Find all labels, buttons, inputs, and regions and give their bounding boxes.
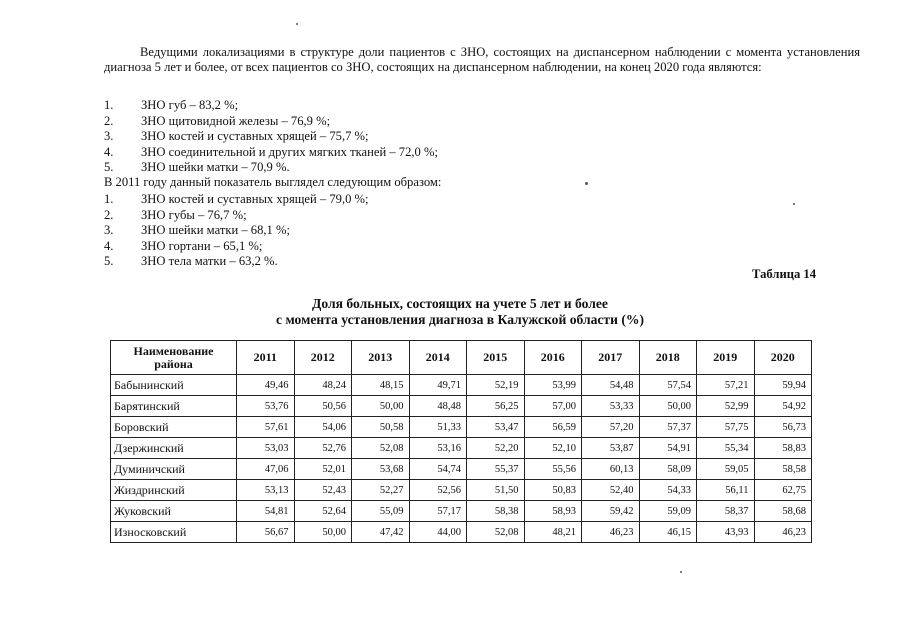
- value-cell: 43,93: [697, 522, 755, 543]
- value-cell: 53,87: [582, 438, 640, 459]
- list-number: 4.: [104, 238, 114, 253]
- year-column-header: 2011: [237, 341, 295, 375]
- value-cell: 58,58: [754, 459, 812, 480]
- list-text: ЗНО костей и суставных хрящей – 79,0 %;: [141, 192, 369, 206]
- list-text: ЗНО тела матки – 63,2 %.: [141, 254, 278, 268]
- value-cell: 53,76: [237, 396, 295, 417]
- value-cell: 52,99: [697, 396, 755, 417]
- district-name-cell: Дзержинский: [111, 438, 237, 459]
- value-cell: 55,56: [524, 459, 582, 480]
- value-cell: 53,03: [237, 438, 295, 459]
- comparison-intro: В 2011 году данный показатель выглядел следующим образом:: [104, 175, 442, 189]
- value-cell: 46,23: [754, 522, 812, 543]
- value-cell: 57,37: [639, 417, 697, 438]
- value-cell: 58,83: [754, 438, 812, 459]
- list-number: 1.: [104, 192, 114, 206]
- district-name-cell: Жиздринский: [111, 480, 237, 501]
- value-cell: 54,06: [294, 417, 352, 438]
- table-row: [111, 522, 812, 543]
- value-cell: 59,09: [639, 501, 697, 522]
- value-cell: 59,94: [754, 375, 812, 396]
- value-cell: 54,48: [582, 375, 640, 396]
- value-cell: 56,59: [524, 417, 582, 438]
- list-item: [104, 114, 438, 130]
- value-cell: 57,17: [409, 501, 467, 522]
- value-cell: 57,75: [697, 417, 755, 438]
- value-cell: 51,50: [467, 480, 525, 501]
- value-cell: 49,46: [237, 375, 295, 396]
- list-item: [104, 254, 369, 270]
- list-number: 5.: [104, 254, 114, 268]
- year-column-header: 2013: [352, 341, 410, 375]
- value-cell: 50,00: [352, 396, 410, 417]
- table-row: [111, 417, 812, 438]
- value-cell: 55,09: [352, 501, 410, 522]
- value-cell: 58,37: [697, 501, 755, 522]
- value-cell: 50,58: [352, 417, 410, 438]
- list-number: 1.: [104, 98, 114, 112]
- list-item: [104, 160, 438, 176]
- value-cell: 48,24: [294, 375, 352, 396]
- value-cell: 50,00: [294, 522, 352, 543]
- list-item: [104, 223, 369, 239]
- list-number: 5.: [104, 160, 114, 174]
- value-cell: 50,56: [294, 396, 352, 417]
- table-row: [111, 375, 812, 396]
- district-name-cell: Думиничский: [111, 459, 237, 480]
- scan-speck: [296, 23, 298, 25]
- year-column-header: 2019: [697, 341, 755, 375]
- value-cell: 53,16: [409, 438, 467, 459]
- value-cell: 52,01: [294, 459, 352, 480]
- value-cell: 58,68: [754, 501, 812, 522]
- list-text: ЗНО шейки матки – 68,1 %;: [141, 223, 290, 237]
- district-column-header: Наименование района: [111, 341, 237, 375]
- district-share-table: [110, 340, 812, 543]
- value-cell: 48,15: [352, 375, 410, 396]
- value-cell: 58,93: [524, 501, 582, 522]
- district-name-cell: Износковский: [111, 522, 237, 543]
- value-cell: 52,56: [409, 480, 467, 501]
- value-cell: 46,15: [639, 522, 697, 543]
- list-number: 4.: [104, 144, 114, 159]
- value-cell: 52,43: [294, 480, 352, 501]
- table-title-line-2: с момента установления диагноза в Калужской области (%): [276, 311, 644, 327]
- value-cell: 54,81: [237, 501, 295, 522]
- value-cell: 49,71: [409, 375, 467, 396]
- value-cell: 44,00: [409, 522, 467, 543]
- list-text: ЗНО губ – 83,2 %;: [141, 98, 239, 112]
- value-cell: 48,48: [409, 396, 467, 417]
- value-cell: 60,13: [582, 459, 640, 480]
- table-row: [111, 438, 812, 459]
- list-item: [104, 129, 438, 145]
- scan-speck: [585, 182, 588, 185]
- value-cell: 48,21: [524, 522, 582, 543]
- value-cell: 55,37: [467, 459, 525, 480]
- year-column-header: 2020: [754, 341, 812, 375]
- value-cell: 53,47: [467, 417, 525, 438]
- list-item: [104, 192, 369, 208]
- value-cell: 52,20: [467, 438, 525, 459]
- value-cell: 52,19: [467, 375, 525, 396]
- value-cell: 55,34: [697, 438, 755, 459]
- list-text: ЗНО щитовидной железы – 76,9 %;: [141, 113, 331, 128]
- district-name-cell: Боровский: [111, 417, 237, 438]
- value-cell: 54,33: [639, 480, 697, 501]
- list-number: 2.: [104, 207, 114, 222]
- list-2020: [104, 98, 438, 176]
- value-cell: 56,25: [467, 396, 525, 417]
- table-row: [111, 459, 812, 480]
- value-cell: 56,67: [237, 522, 295, 543]
- value-cell: 54,91: [639, 438, 697, 459]
- value-cell: 59,05: [697, 459, 755, 480]
- list-item: [104, 208, 369, 224]
- list-item: [104, 98, 438, 114]
- value-cell: 50,83: [524, 480, 582, 501]
- value-cell: 56,73: [754, 417, 812, 438]
- value-cell: 54,92: [754, 396, 812, 417]
- table-row: [111, 480, 812, 501]
- value-cell: 52,10: [524, 438, 582, 459]
- value-cell: 57,61: [237, 417, 295, 438]
- value-cell: 57,21: [697, 375, 755, 396]
- table-header-row: [111, 341, 812, 375]
- table-row: [111, 501, 812, 522]
- value-cell: 53,68: [352, 459, 410, 480]
- table-label: Таблица 14: [752, 267, 816, 281]
- value-cell: 52,08: [467, 522, 525, 543]
- scan-speck: [793, 203, 795, 205]
- value-cell: 57,00: [524, 396, 582, 417]
- value-cell: 52,27: [352, 480, 410, 501]
- list-text: ЗНО гортани – 65,1 %;: [141, 238, 263, 253]
- value-cell: 47,06: [237, 459, 295, 480]
- year-column-header: 2016: [524, 341, 582, 375]
- list-text: ЗНО губы – 76,7 %;: [141, 207, 247, 222]
- intro-paragraph: Ведущими локализациями в структуре доли пациентов с ЗНО, состоящих на диспансерном наблюдении с момента установления диагноза 5 лет и более, от всех пациентов со ЗНО, состоящих на диспансерном наблюдении, на конец 2020 года являются:: [104, 45, 860, 75]
- year-column-header: 2015: [467, 341, 525, 375]
- list-number: 3.: [104, 129, 114, 143]
- table-body: [111, 375, 812, 543]
- table-title-line-1: Доля больных, состоящих на учете 5 лет и более: [312, 296, 608, 311]
- value-cell: 52,40: [582, 480, 640, 501]
- value-cell: 62,75: [754, 480, 812, 501]
- value-cell: 50,00: [639, 396, 697, 417]
- list-text: ЗНО костей и суставных хрящей – 75,7 %;: [141, 129, 369, 143]
- table-row: [111, 396, 812, 417]
- value-cell: 54,74: [409, 459, 467, 480]
- value-cell: 52,76: [294, 438, 352, 459]
- year-column-header: 2014: [409, 341, 467, 375]
- district-name-cell: Бабынинский: [111, 375, 237, 396]
- value-cell: 53,99: [524, 375, 582, 396]
- value-cell: 47,42: [352, 522, 410, 543]
- value-cell: 46,23: [582, 522, 640, 543]
- year-column-header: 2018: [639, 341, 697, 375]
- table-title: [110, 296, 810, 327]
- value-cell: 56,11: [697, 480, 755, 501]
- list-number: 3.: [104, 223, 114, 237]
- list-text: ЗНО соединительной и других мягких тканей – 72,0 %;: [141, 144, 438, 159]
- year-column-header: 2017: [582, 341, 640, 375]
- district-name-cell: Барятинский: [111, 396, 237, 417]
- list-number: 2.: [104, 113, 114, 128]
- value-cell: 58,38: [467, 501, 525, 522]
- value-cell: 51,33: [409, 417, 467, 438]
- district-name-cell: Жуковский: [111, 501, 237, 522]
- list-item: [104, 239, 369, 255]
- value-cell: 58,09: [639, 459, 697, 480]
- scan-speck: [680, 571, 682, 573]
- value-cell: 52,64: [294, 501, 352, 522]
- list-2011: [104, 192, 369, 270]
- value-cell: 59,42: [582, 501, 640, 522]
- value-cell: 52,08: [352, 438, 410, 459]
- year-column-header: 2012: [294, 341, 352, 375]
- value-cell: 57,20: [582, 417, 640, 438]
- value-cell: 53,33: [582, 396, 640, 417]
- value-cell: 57,54: [639, 375, 697, 396]
- list-item: [104, 145, 438, 161]
- value-cell: 53,13: [237, 480, 295, 501]
- list-text: ЗНО шейки матки – 70,9 %.: [141, 160, 290, 174]
